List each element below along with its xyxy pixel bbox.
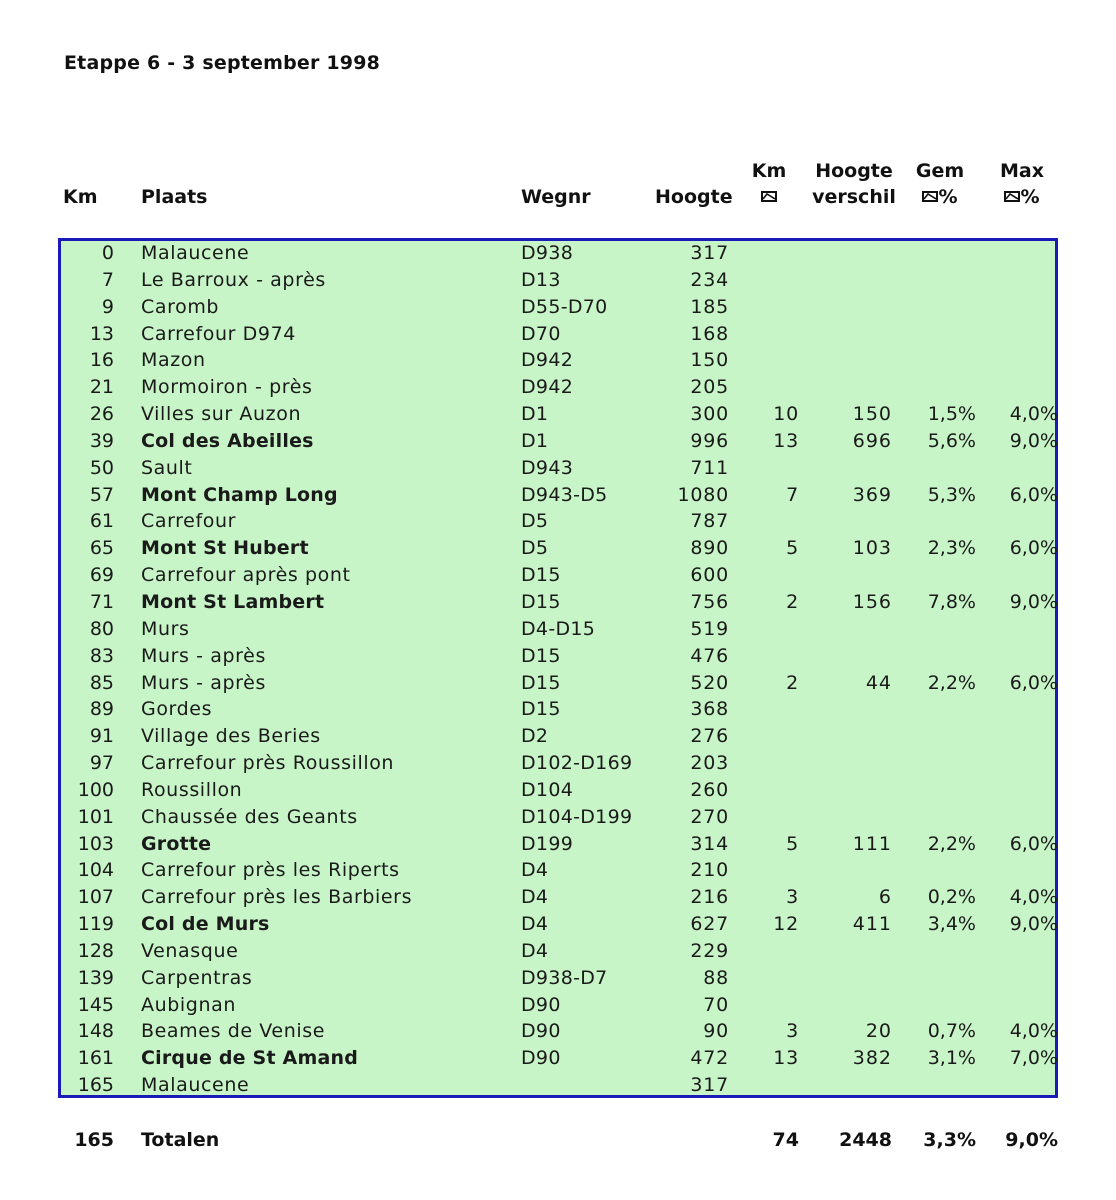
cell-max: 4,0% — [1009, 403, 1058, 426]
cell-hoogte: 210 — [690, 859, 729, 882]
cell-hoogte: 234 — [690, 268, 729, 291]
cell-wegnr: D5 — [521, 537, 549, 560]
table-row — [0, 723, 1116, 750]
cell-km: 0 — [101, 242, 114, 264]
header-hoogte-label: Hoogte — [655, 186, 733, 208]
cell-gem: 7,8% — [927, 590, 976, 613]
cell-km: 57 — [89, 483, 114, 506]
cell-wegnr: D90 — [521, 1047, 561, 1070]
cell-km: 80 — [89, 617, 114, 640]
cell-km-climb: 12 — [773, 913, 799, 936]
cell-hoogte: 1080 — [677, 483, 729, 506]
header-verschil-line1: Hoogte — [815, 160, 893, 182]
cell-gem: 3,1% — [927, 1047, 976, 1070]
cell-hoogte: 600 — [690, 564, 729, 587]
cell-wegnr: D104 — [521, 778, 574, 801]
cell-hoogte: 476 — [690, 644, 729, 667]
cell-gem: 5,3% — [927, 483, 976, 506]
header-gem — [908, 158, 972, 210]
climb-icon — [922, 191, 938, 202]
table-row — [0, 831, 1116, 858]
header-verschil-line2: verschil — [812, 186, 896, 208]
table-row — [0, 428, 1116, 455]
table-row — [0, 455, 1116, 482]
cell-wegnr: D942 — [521, 376, 574, 399]
table-row — [0, 884, 1116, 911]
cell-km: 7 — [101, 268, 114, 291]
cell-wegnr: D70 — [521, 322, 561, 345]
cell-gem: 0,7% — [927, 1020, 976, 1043]
table-row — [0, 804, 1116, 831]
header-km-climb — [751, 158, 787, 210]
table-row — [0, 347, 1116, 374]
cell-plaats: Carrefour près les Riperts — [141, 859, 400, 882]
cell-hoogte-verschil: 6 — [878, 886, 892, 909]
cell-km: 97 — [89, 752, 114, 775]
cell-plaats: Mont St Lambert — [141, 590, 325, 613]
cell-km: 91 — [89, 725, 114, 748]
percent-sign: % — [938, 186, 958, 208]
table-row — [0, 535, 1116, 562]
header-km-climb-label: Km — [751, 160, 787, 182]
cell-wegnr: D104-D199 — [521, 805, 633, 828]
cell-wegnr: D5 — [521, 510, 549, 533]
cell-hoogte: 88 — [703, 966, 729, 989]
cell-gem: 1,5% — [927, 403, 976, 426]
cell-hoogte-verschil: 369 — [852, 483, 892, 506]
route-table-body — [0, 240, 1116, 1099]
table-row — [0, 750, 1116, 777]
cell-km-climb: 3 — [786, 1020, 799, 1043]
table-row — [0, 374, 1116, 401]
cell-km: 16 — [89, 349, 114, 372]
cell-wegnr: D13 — [521, 268, 561, 291]
cell-hoogte-verschil: 20 — [865, 1020, 892, 1043]
cell-plaats: Grotte — [141, 832, 212, 855]
cell-plaats: Mormoiron - près — [141, 376, 313, 399]
cell-plaats: Carrefour D974 — [141, 322, 296, 345]
table-row — [0, 1045, 1116, 1072]
table-row — [0, 508, 1116, 535]
cell-km: 119 — [77, 913, 114, 936]
cell-plaats: Carpentras — [141, 966, 253, 989]
cell-hoogte: 260 — [690, 778, 729, 801]
cell-hoogte: 996 — [690, 429, 729, 452]
table-row — [0, 670, 1116, 697]
cell-wegnr: D942 — [521, 349, 574, 372]
header-km — [63, 184, 98, 210]
cell-km: 69 — [89, 564, 114, 587]
table-row — [0, 562, 1116, 589]
cell-km: 107 — [77, 886, 114, 909]
cell-hoogte-verschil: 411 — [852, 913, 892, 936]
table-row — [0, 643, 1116, 670]
cell-hoogte: 270 — [690, 805, 729, 828]
cell-plaats: Mazon — [141, 349, 206, 372]
header-max-line1: Max — [1000, 160, 1044, 182]
header-plaats-label: Plaats — [141, 186, 208, 208]
cell-hoogte-verschil: 111 — [852, 832, 892, 855]
cell-wegnr: D15 — [521, 590, 561, 613]
cell-plaats: Col de Murs — [141, 913, 270, 936]
cell-plaats: Sault — [141, 456, 193, 479]
cell-km: 9 — [101, 295, 114, 318]
cell-hoogte: 756 — [690, 590, 729, 613]
cell-km: 103 — [77, 832, 114, 855]
cell-hoogte: 890 — [690, 537, 729, 560]
cell-hoogte: 300 — [690, 403, 729, 426]
cell-plaats: Roussillon — [141, 778, 243, 801]
cell-max: 6,0% — [1009, 483, 1058, 506]
cell-hoogte: 472 — [690, 1047, 729, 1070]
cell-wegnr: D938-D7 — [521, 966, 608, 989]
cell-max: 9,0% — [1009, 913, 1058, 936]
cell-wegnr: D15 — [521, 644, 561, 667]
cell-hoogte-verschil: 696 — [852, 429, 892, 452]
table-row — [0, 965, 1116, 992]
cell-km: 50 — [89, 456, 114, 479]
cell-km: 161 — [77, 1047, 114, 1070]
table-row — [0, 240, 1116, 267]
cell-wegnr: D4 — [521, 859, 549, 882]
cell-plaats: Mont St Hubert — [141, 537, 309, 560]
cell-hoogte-verschil: 103 — [852, 537, 892, 560]
cell-hoogte: 317 — [690, 1074, 729, 1097]
cell-km: 145 — [77, 993, 114, 1016]
cell-plaats: Venasque — [141, 939, 239, 962]
cell-km-climb: 10 — [773, 403, 799, 426]
table-row — [0, 992, 1116, 1019]
cell-km-climb: 3 — [786, 886, 799, 909]
page-title: Etappe 6 - 3 september 1998 — [64, 52, 381, 74]
cell-plaats: Murs - après — [141, 644, 266, 667]
cell-wegnr: D943 — [521, 456, 574, 479]
cell-km-climb: 5 — [786, 832, 799, 855]
table-row — [0, 321, 1116, 348]
cell-km: 89 — [89, 698, 114, 721]
header-hoogte — [655, 184, 733, 210]
cell-km: 13 — [89, 322, 114, 345]
cell-max: 4,0% — [1009, 1020, 1058, 1043]
cell-plaats: Villes sur Auzon — [141, 403, 302, 426]
cell-hoogte: 150 — [690, 349, 729, 372]
cell-plaats: Aubignan — [141, 993, 236, 1016]
cell-plaats: Gordes — [141, 698, 213, 721]
header-km-label: Km — [63, 186, 98, 208]
cell-plaats: Carrefour près Roussillon — [141, 752, 395, 775]
climb-icon — [761, 191, 777, 202]
cell-hoogte: 314 — [690, 832, 729, 855]
cell-hoogte-verschil: 150 — [852, 403, 892, 426]
cell-km: 104 — [77, 859, 114, 882]
cell-plaats: Carrefour après pont — [141, 564, 351, 587]
table-row — [0, 938, 1116, 965]
cell-plaats: Beames de Venise — [141, 1020, 326, 1043]
cell-hoogte: 90 — [703, 1020, 729, 1043]
totals-label: Totalen — [141, 1129, 220, 1151]
cell-km: 165 — [77, 1074, 114, 1097]
cell-km: 65 — [89, 537, 114, 560]
header-max — [990, 158, 1054, 210]
header-gem-line1: Gem — [915, 160, 965, 182]
cell-max: 7,0% — [1009, 1047, 1058, 1070]
cell-plaats: Malaucene — [141, 1074, 250, 1097]
cell-wegnr: D102-D169 — [521, 752, 633, 775]
cell-km: 39 — [89, 429, 114, 452]
cell-max: 6,0% — [1009, 832, 1058, 855]
cell-km: 21 — [89, 376, 114, 399]
cell-wegnr: D4 — [521, 939, 549, 962]
cell-km: 128 — [77, 939, 114, 962]
header-plaats — [141, 184, 207, 210]
cell-wegnr: D938 — [521, 242, 574, 264]
cell-plaats: Village des Beries — [141, 725, 321, 748]
cell-gem: 3,4% — [927, 913, 976, 936]
cell-km-climb: 2 — [786, 671, 799, 694]
cell-gem: 2,3% — [927, 537, 976, 560]
cell-km-climb: 13 — [773, 1047, 799, 1070]
cell-plaats: Mont Champ Long — [141, 483, 338, 506]
table-row — [0, 589, 1116, 616]
table-row — [0, 911, 1116, 938]
cell-hoogte: 276 — [690, 725, 729, 748]
table-row — [0, 1018, 1116, 1045]
cell-wegnr: D4-D15 — [521, 617, 596, 640]
table-row — [0, 696, 1116, 723]
cell-hoogte: 317 — [690, 242, 729, 264]
cell-wegnr: D15 — [521, 698, 561, 721]
cell-km-climb: 13 — [773, 429, 799, 452]
cell-gem: 5,6% — [927, 429, 976, 452]
header-wegnr-label: Wegnr — [521, 186, 591, 208]
header-wegnr — [521, 184, 591, 210]
cell-wegnr: D943-D5 — [521, 483, 608, 506]
cell-wegnr: D90 — [521, 1020, 561, 1043]
cell-km-climb: 7 — [786, 483, 799, 506]
header-hoogte-verschil — [806, 158, 902, 210]
cell-plaats: Caromb — [141, 295, 220, 318]
cell-wegnr: D15 — [521, 671, 561, 694]
totals-km-climb: 74 — [772, 1129, 799, 1151]
cell-wegnr: D55-D70 — [521, 295, 608, 318]
cell-hoogte: 520 — [690, 671, 729, 694]
cell-wegnr: D1 — [521, 429, 549, 452]
table-row — [0, 1072, 1116, 1099]
cell-hoogte-verschil: 382 — [852, 1047, 892, 1070]
cell-km-climb: 5 — [786, 537, 799, 560]
totals-row — [0, 1126, 1116, 1154]
cell-hoogte: 519 — [690, 617, 729, 640]
cell-wegnr: D1 — [521, 403, 549, 426]
cell-hoogte: 711 — [690, 456, 729, 479]
cell-max: 9,0% — [1009, 590, 1058, 613]
cell-hoogte-verschil: 156 — [852, 590, 892, 613]
cell-max: 6,0% — [1009, 671, 1058, 694]
cell-km: 71 — [89, 590, 114, 613]
cell-plaats: Murs — [141, 617, 190, 640]
cell-hoogte: 168 — [690, 322, 729, 345]
cell-plaats: Chaussée des Geants — [141, 805, 358, 828]
cell-hoogte: 627 — [690, 913, 729, 936]
cell-plaats: Col des Abeilles — [141, 429, 314, 452]
cell-plaats: Le Barroux - après — [141, 268, 326, 291]
cell-wegnr: D4 — [521, 886, 549, 909]
cell-max: 6,0% — [1009, 537, 1058, 560]
cell-km: 100 — [77, 778, 114, 801]
table-row — [0, 401, 1116, 428]
cell-wegnr: D4 — [521, 913, 549, 936]
cell-hoogte: 216 — [690, 886, 729, 909]
cell-hoogte: 185 — [690, 295, 729, 318]
cell-hoogte: 787 — [690, 510, 729, 533]
cell-hoogte-verschil: 44 — [865, 671, 892, 694]
cell-gem: 0,2% — [927, 886, 976, 909]
cell-km: 139 — [77, 966, 114, 989]
totals-km: 165 — [74, 1129, 114, 1151]
cell-km: 61 — [89, 510, 114, 533]
cell-km: 83 — [89, 644, 114, 667]
cell-hoogte: 229 — [690, 939, 729, 962]
table-row — [0, 267, 1116, 294]
cell-wegnr: D199 — [521, 832, 574, 855]
cell-plaats: Carrefour près les Barbiers — [141, 886, 413, 909]
cell-wegnr: D2 — [521, 725, 549, 748]
cell-plaats: Murs - après — [141, 671, 266, 694]
cell-km: 101 — [77, 805, 114, 828]
table-row — [0, 616, 1116, 643]
cell-km: 85 — [89, 671, 114, 694]
cell-km: 26 — [89, 403, 114, 426]
cell-hoogte: 70 — [703, 993, 729, 1016]
cell-max: 9,0% — [1009, 429, 1058, 452]
cell-km-climb: 2 — [786, 590, 799, 613]
cell-km: 148 — [77, 1020, 114, 1043]
totals-verschil: 2448 — [839, 1129, 892, 1151]
table-row — [0, 857, 1116, 884]
percent-sign: % — [1020, 186, 1040, 208]
table-row — [0, 482, 1116, 509]
cell-plaats: Malaucene — [141, 242, 250, 264]
cell-plaats: Carrefour — [141, 510, 237, 533]
cell-wegnr: D90 — [521, 993, 561, 1016]
cell-wegnr: D15 — [521, 564, 561, 587]
cell-plaats: Cirque de St Amand — [141, 1047, 358, 1070]
cell-hoogte: 368 — [690, 698, 729, 721]
climb-icon — [1004, 191, 1020, 202]
totals-gem: 3,3% — [923, 1129, 976, 1151]
cell-hoogte: 205 — [690, 376, 729, 399]
cell-gem: 2,2% — [927, 832, 976, 855]
cell-gem: 2,2% — [927, 671, 976, 694]
cell-max: 4,0% — [1009, 886, 1058, 909]
totals-max: 9,0% — [1005, 1129, 1058, 1151]
cell-hoogte: 203 — [690, 752, 729, 775]
table-row — [0, 294, 1116, 321]
table-row — [0, 777, 1116, 804]
